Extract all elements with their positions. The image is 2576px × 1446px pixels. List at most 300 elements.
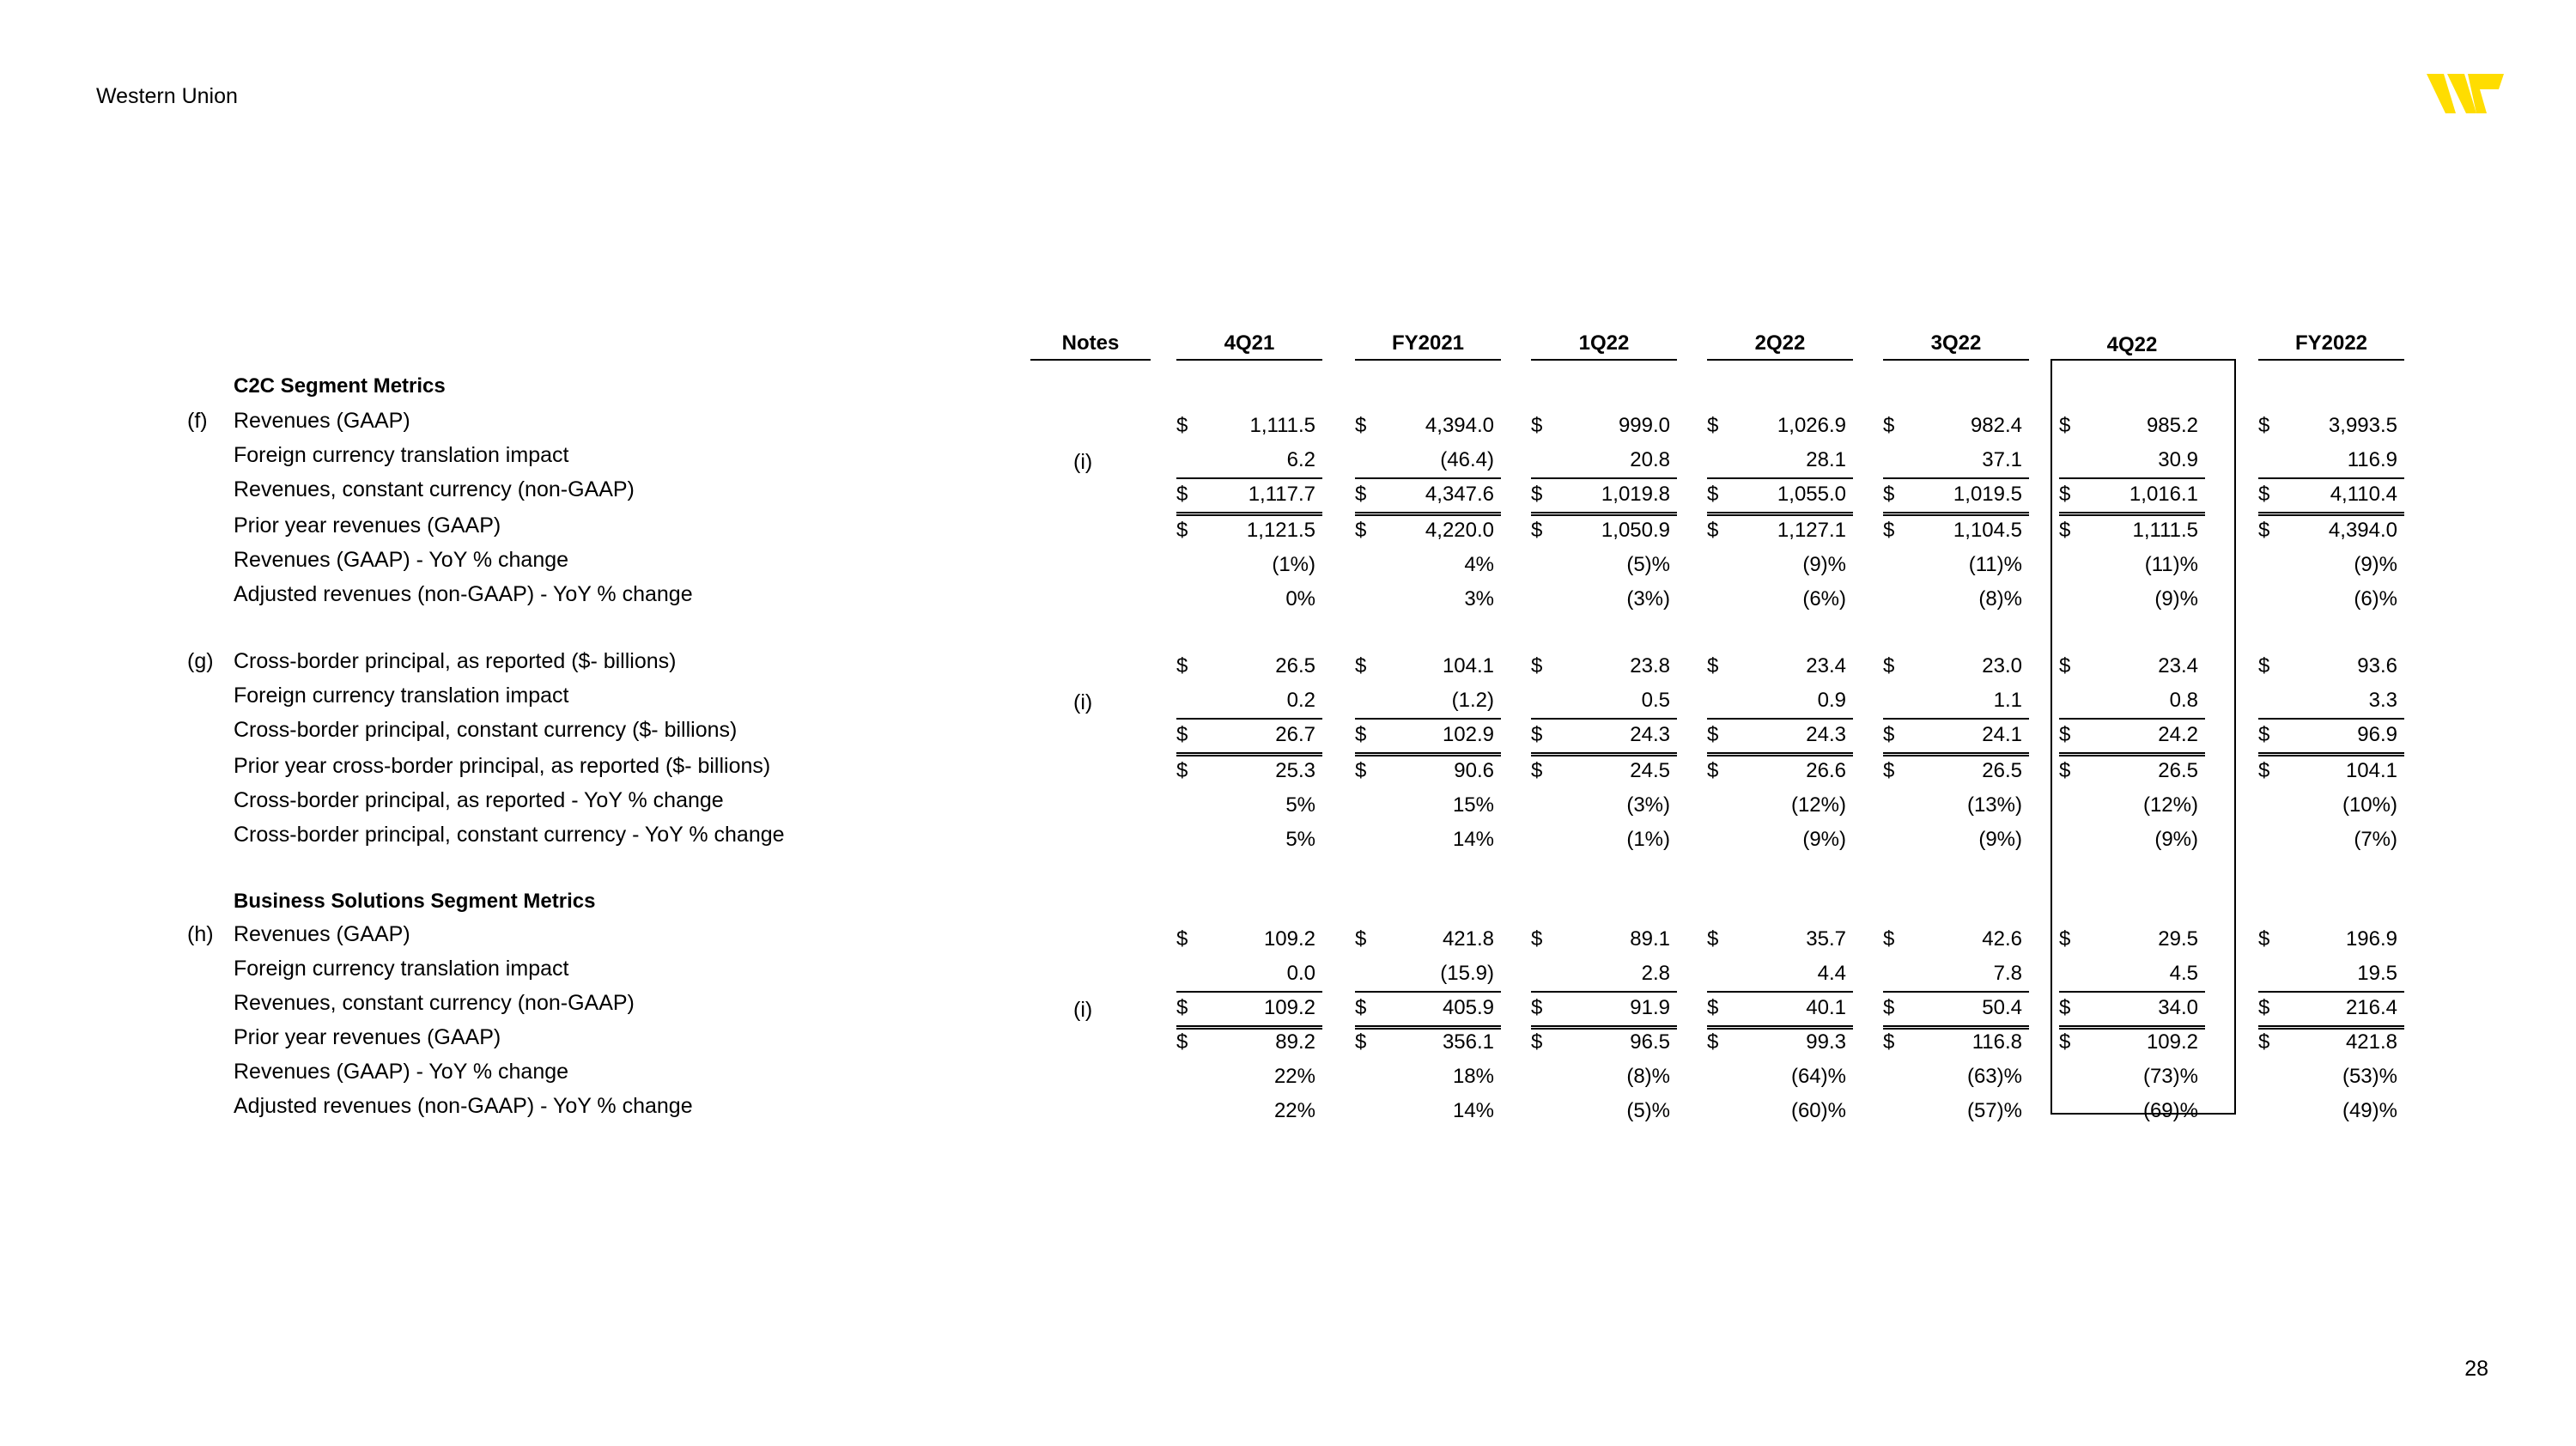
column-header-underline: [1883, 359, 2029, 361]
cell-value: 25.3: [1275, 759, 1315, 782]
value-cell-4q21: [1176, 684, 1322, 720]
row-label: Foreign currency translation impact: [234, 957, 569, 981]
column-header-underline: [1355, 359, 1501, 361]
value-cell-2q22: [1707, 922, 1853, 957]
column-header-fy2021: [1355, 331, 1501, 355]
value-cell-fy2021: [1355, 443, 1501, 479]
value-cell-fy2022: [2258, 684, 2404, 720]
cell-value: (57)%: [1966, 1099, 2022, 1122]
cell-value: 91.9: [1630, 996, 1670, 1019]
cell-value: 1,111.5: [2132, 519, 2198, 542]
value-cell-2q22: [1707, 409, 1853, 443]
value-cell-1q22: [1531, 991, 1677, 1030]
row-label: Adjusted revenues (non-GAAP) - YoY % change: [234, 1094, 693, 1118]
cell-value: (5)%: [1626, 1099, 1670, 1122]
currency-symbol: $: [2258, 414, 2270, 437]
cell-value: (64)%: [1790, 1065, 1846, 1088]
cell-value: (3%): [1626, 793, 1670, 817]
value-cell-4q21: [1176, 409, 1322, 443]
cell-value: (9)%: [2354, 553, 2397, 576]
value-cell-fy2021: [1355, 788, 1501, 823]
currency-symbol: $: [1176, 483, 1188, 506]
value-cell-1q22: [1531, 1060, 1677, 1094]
cell-value: (6%): [1802, 587, 1846, 611]
currency-symbol: $: [2059, 996, 2071, 1019]
row-label: Revenues (GAAP) - YoY % change: [234, 548, 569, 572]
cell-value: 89.2: [1275, 1030, 1315, 1054]
row-footnote-ref: (i): [1073, 998, 1093, 1022]
value-cell-fy2021: [1355, 922, 1501, 957]
currency-symbol: $: [1883, 654, 1895, 677]
cell-value: 93.6: [2357, 654, 2397, 677]
cell-value: 104.1: [1442, 654, 1494, 677]
value-cell-fy2022: [2258, 991, 2404, 1030]
currency-symbol: $: [1707, 654, 1719, 677]
row-label: Cross-border principal, constant currency ($- billions): [234, 718, 738, 742]
cell-value: (69)%: [2142, 1099, 2198, 1122]
value-cell-4q21: [1176, 548, 1322, 582]
currency-symbol: $: [2059, 519, 2071, 542]
cell-value: (11)%: [2144, 553, 2198, 576]
currency-symbol: $: [2258, 723, 2270, 746]
cell-value: 0%: [1285, 587, 1315, 611]
value-cell-fy2022: [2258, 409, 2404, 443]
cell-value: 34.0: [2158, 996, 2198, 1019]
currency-symbol: $: [1355, 519, 1367, 542]
cell-value: 356.1: [1442, 1030, 1494, 1054]
value-cell-2q22: [1707, 1094, 1853, 1128]
section-heading: C2C Segment Metrics: [234, 374, 446, 398]
currency-symbol: $: [1355, 414, 1367, 437]
currency-symbol: $: [1883, 996, 1895, 1019]
currency-symbol: $: [2059, 483, 2071, 506]
value-cell-1q22: [1531, 548, 1677, 582]
row-note-letter: (g): [187, 649, 214, 673]
column-header-label: 4Q22: [2106, 333, 2158, 356]
cell-value: 109.2: [1263, 927, 1315, 951]
value-cell-1q22: [1531, 649, 1677, 684]
value-cell-4q21: [1176, 1025, 1322, 1060]
value-cell-2q22: [1707, 788, 1853, 823]
cell-value: (13%): [1966, 793, 2022, 817]
value-cell-fy2022: [2258, 1060, 2404, 1094]
row-label: Prior year revenues (GAAP): [234, 513, 501, 538]
row-label: Prior year cross-border principal, as reported ($- billions): [234, 754, 771, 778]
cell-value: 999.0: [1618, 414, 1670, 437]
cell-value: 4,394.0: [2328, 519, 2397, 542]
value-cell-fy2022: [2258, 443, 2404, 479]
value-cell-3q22: [1883, 823, 2029, 857]
cell-value: 26.6: [1806, 759, 1846, 782]
cell-value: (8)%: [1626, 1065, 1670, 1088]
currency-symbol: $: [2258, 927, 2270, 951]
currency-symbol: $: [1707, 759, 1719, 782]
cell-value: 109.2: [1263, 996, 1315, 1019]
value-cell-1q22: [1531, 1025, 1677, 1060]
cell-value: (15.9): [1440, 962, 1494, 985]
cell-value: 1.1: [1993, 689, 2022, 712]
cell-value: 26.5: [2158, 759, 2198, 782]
cell-value: 24.3: [1630, 723, 1670, 746]
currency-symbol: $: [2059, 723, 2071, 746]
currency-symbol: $: [2059, 927, 2071, 951]
column-header-underline: [1531, 359, 1677, 361]
cell-value: 40.1: [1806, 996, 1846, 1019]
section-heading: Business Solutions Segment Metrics: [234, 890, 596, 913]
currency-symbol: $: [1707, 927, 1719, 951]
cell-value: (46.4): [1440, 448, 1494, 471]
cell-value: 405.9: [1442, 996, 1494, 1019]
cell-value: 50.4: [1982, 996, 2022, 1019]
currency-symbol: $: [1531, 519, 1543, 542]
currency-symbol: $: [1176, 759, 1188, 782]
column-header-label: 2Q22: [1754, 331, 1806, 355]
row-label: Cross-border principal, as reported - YoY % change: [234, 788, 724, 812]
row-label: Cross-border principal, constant currency - YoY % change: [234, 823, 785, 847]
row-footnote-ref: (i): [1073, 690, 1093, 714]
currency-symbol: $: [2258, 483, 2270, 506]
currency-symbol: $: [1176, 1030, 1188, 1054]
value-cell-4q21: [1176, 922, 1322, 957]
cell-value: 0.5: [1641, 689, 1670, 712]
cell-value: 42.6: [1982, 927, 2022, 951]
currency-symbol: $: [1531, 759, 1543, 782]
cell-value: 4,220.0: [1425, 519, 1494, 542]
brand-name: Western Union: [96, 84, 238, 108]
row-label: Revenues, constant currency (non-GAAP): [234, 477, 635, 501]
value-cell-4q21: [1176, 1094, 1322, 1128]
currency-symbol: $: [1176, 654, 1188, 677]
currency-symbol: $: [1355, 483, 1367, 506]
value-cell-fy2022: [2258, 922, 2404, 957]
cell-value: 22%: [1273, 1099, 1315, 1122]
cell-value: 196.9: [2345, 927, 2397, 951]
currency-symbol: $: [1883, 927, 1895, 951]
highlight-4q22-box: [2050, 359, 2236, 1115]
value-cell-fy2021: [1355, 823, 1501, 857]
currency-symbol: $: [2059, 1030, 2071, 1054]
cell-value: (53)%: [2342, 1065, 2397, 1088]
row-label: Adjusted revenues (non-GAAP) - YoY % change: [234, 582, 693, 606]
currency-symbol: $: [1707, 519, 1719, 542]
value-cell-fy2021: [1355, 409, 1501, 443]
value-cell-3q22: [1883, 991, 2029, 1030]
cell-value: 1,050.9: [1601, 519, 1670, 542]
value-cell-4q21: [1176, 582, 1322, 617]
value-cell-1q22: [1531, 582, 1677, 617]
cell-value: 6.2: [1286, 448, 1315, 471]
currency-symbol: $: [1355, 654, 1367, 677]
cell-value: 1,104.5: [1953, 519, 2022, 542]
value-cell-2q22: [1707, 477, 1853, 516]
value-cell-fy2021: [1355, 513, 1501, 548]
cell-value: 116.9: [2347, 448, 2397, 471]
currency-symbol: $: [1707, 723, 1719, 746]
cell-value: 5%: [1285, 828, 1315, 851]
column-header-label: FY2021: [1391, 331, 1465, 355]
value-cell-1q22: [1531, 513, 1677, 548]
value-cell-fy2021: [1355, 957, 1501, 993]
cell-value: 26.5: [1982, 759, 2022, 782]
value-cell-1q22: [1531, 957, 1677, 993]
cell-value: 22%: [1273, 1065, 1315, 1088]
value-cell-fy2022: [2258, 1025, 2404, 1060]
value-cell-2q22: [1707, 823, 1853, 857]
cell-value: 1,026.9: [1777, 414, 1846, 437]
value-cell-1q22: [1531, 443, 1677, 479]
currency-symbol: $: [2258, 1030, 2270, 1054]
value-cell-1q22: [1531, 477, 1677, 516]
value-cell-2q22: [1707, 1060, 1853, 1094]
cell-value: 35.7: [1806, 927, 1846, 951]
column-header-3q22: [1883, 331, 2029, 355]
value-cell-1q22: [1531, 922, 1677, 957]
column-header-underline: [1176, 359, 1322, 361]
cell-value: 4,347.6: [1425, 483, 1494, 506]
currency-symbol: $: [1355, 996, 1367, 1019]
value-cell-1q22: [1531, 409, 1677, 443]
currency-symbol: $: [2059, 759, 2071, 782]
cell-value: 1,055.0: [1777, 483, 1846, 506]
cell-value: 4%: [1464, 553, 1494, 576]
value-cell-fy2022: [2258, 1094, 2404, 1128]
value-cell-fy2021: [1355, 991, 1501, 1030]
value-cell-3q22: [1883, 513, 2029, 548]
value-cell-4q21: [1176, 788, 1322, 823]
value-cell-2q22: [1707, 684, 1853, 720]
row-label: Cross-border principal, as reported ($- billions): [234, 649, 677, 673]
cell-value: (3%): [1626, 587, 1670, 611]
cell-value: 90.6: [1454, 759, 1494, 782]
currency-symbol: $: [1883, 414, 1895, 437]
currency-symbol: $: [2258, 996, 2270, 1019]
currency-symbol: $: [1883, 483, 1895, 506]
row-label: Revenues (GAAP): [234, 922, 410, 946]
currency-symbol: $: [1176, 519, 1188, 542]
currency-symbol: $: [1531, 723, 1543, 746]
value-cell-fy2022: [2258, 548, 2404, 582]
cell-value: (49)%: [2342, 1099, 2397, 1122]
cell-value: 1,121.5: [1246, 519, 1315, 542]
cell-value: 116.8: [1971, 1030, 2022, 1054]
cell-value: 5%: [1285, 793, 1315, 817]
value-cell-2q22: [1707, 1025, 1853, 1060]
value-cell-fy2021: [1355, 582, 1501, 617]
cell-value: 0.8: [2169, 689, 2198, 712]
cell-value: 0.0: [1286, 962, 1315, 985]
row-label: Prior year revenues (GAAP): [234, 1025, 501, 1049]
value-cell-1q22: [1531, 788, 1677, 823]
cell-value: (9%): [2154, 828, 2198, 851]
column-header-label: 3Q22: [1930, 331, 1982, 355]
value-cell-4q21: [1176, 957, 1322, 993]
column-header-notes: [1030, 331, 1151, 355]
cell-value: 23.0: [1982, 654, 2022, 677]
currency-symbol: $: [1883, 759, 1895, 782]
cell-value: 96.9: [2357, 723, 2397, 746]
value-cell-4q21: [1176, 443, 1322, 479]
value-cell-fy2021: [1355, 1060, 1501, 1094]
value-cell-fy2022: [2258, 582, 2404, 617]
value-cell-fy2022: [2258, 477, 2404, 516]
value-cell-2q22: [1707, 548, 1853, 582]
currency-symbol: $: [1355, 927, 1367, 951]
cell-value: 216.4: [2345, 996, 2397, 1019]
value-cell-fy2022: [2258, 754, 2404, 788]
cell-value: 24.3: [1806, 723, 1846, 746]
column-header-label: Notes: [1061, 331, 1120, 355]
cell-value: (8)%: [1978, 587, 2022, 611]
cell-value: (9)%: [2154, 587, 2198, 611]
value-cell-2q22: [1707, 443, 1853, 479]
column-header-underline: [2258, 359, 2404, 361]
cell-value: 26.5: [1275, 654, 1315, 677]
cell-value: (9)%: [1802, 553, 1846, 576]
cell-value: (12%): [1790, 793, 1846, 817]
cell-value: 19.5: [2357, 962, 2397, 985]
row-label: Revenues, constant currency (non-GAAP): [234, 991, 635, 1015]
cell-value: 24.2: [2158, 723, 2198, 746]
cell-value: 0.9: [1817, 689, 1846, 712]
cell-value: 1,019.8: [1601, 483, 1670, 506]
currency-symbol: $: [1176, 996, 1188, 1019]
cell-value: 23.8: [1630, 654, 1670, 677]
currency-symbol: $: [2258, 519, 2270, 542]
value-cell-2q22: [1707, 754, 1853, 788]
value-cell-3q22: [1883, 649, 2029, 684]
row-label: Foreign currency translation impact: [234, 684, 569, 708]
value-cell-fy2022: [2258, 718, 2404, 756]
value-cell-fy2021: [1355, 649, 1501, 684]
currency-symbol: $: [1531, 654, 1543, 677]
cell-value: 1,019.5: [1953, 483, 2022, 506]
value-cell-fy2021: [1355, 548, 1501, 582]
cell-value: 23.4: [2158, 654, 2198, 677]
value-cell-fy2021: [1355, 1025, 1501, 1060]
currency-symbol: $: [1176, 414, 1188, 437]
value-cell-fy2022: [2258, 649, 2404, 684]
currency-symbol: $: [1531, 483, 1543, 506]
value-cell-2q22: [1707, 582, 1853, 617]
value-cell-3q22: [1883, 957, 2029, 993]
row-label: Revenues (GAAP) - YoY % change: [234, 1060, 569, 1084]
cell-value: 4.4: [1817, 962, 1846, 985]
value-cell-4q21: [1176, 1060, 1322, 1094]
value-cell-4q21: [1176, 477, 1322, 516]
cell-value: 102.9: [1442, 723, 1494, 746]
cell-value: (60)%: [1790, 1099, 1846, 1122]
currency-symbol: $: [1531, 927, 1543, 951]
currency-symbol: $: [1531, 414, 1543, 437]
cell-value: 985.2: [2146, 414, 2198, 437]
cell-value: 14%: [1452, 828, 1494, 851]
cell-value: 109.2: [2146, 1030, 2198, 1054]
value-cell-fy2021: [1355, 1094, 1501, 1128]
value-cell-fy2021: [1355, 477, 1501, 516]
column-header-label: FY2022: [2294, 331, 2368, 355]
value-cell-4q21: [1176, 649, 1322, 684]
cell-value: 1,127.1: [1777, 519, 1846, 542]
cell-value: (6)%: [2354, 587, 2397, 611]
currency-symbol: $: [1355, 1030, 1367, 1054]
value-cell-3q22: [1883, 443, 2029, 479]
row-label: Foreign currency translation impact: [234, 443, 569, 467]
currency-symbol: $: [2059, 414, 2071, 437]
cell-value: 20.8: [1630, 448, 1670, 471]
value-cell-fy2022: [2258, 957, 2404, 993]
cell-value: 3.3: [2368, 689, 2397, 712]
cell-value: 421.8: [2345, 1030, 2397, 1054]
currency-symbol: $: [2258, 759, 2270, 782]
row-note-letter: (f): [187, 409, 208, 433]
cell-value: 29.5: [2158, 927, 2198, 951]
cell-value: 96.5: [1630, 1030, 1670, 1054]
value-cell-fy2021: [1355, 754, 1501, 788]
currency-symbol: $: [1355, 759, 1367, 782]
currency-symbol: $: [1883, 723, 1895, 746]
western-union-logo-icon: [2427, 74, 2504, 118]
value-cell-3q22: [1883, 409, 2029, 443]
cell-value: (1%): [1626, 828, 1670, 851]
value-cell-3q22: [1883, 477, 2029, 516]
value-cell-3q22: [1883, 684, 2029, 720]
value-cell-1q22: [1531, 754, 1677, 788]
cell-value: (5)%: [1626, 553, 1670, 576]
currency-symbol: $: [1176, 723, 1188, 746]
value-cell-3q22: [1883, 718, 2029, 756]
page-number: 28: [2464, 1357, 2488, 1381]
cell-value: (1.2): [1451, 689, 1494, 712]
column-header-underline: [1030, 359, 1151, 361]
column-header-underline: [1707, 359, 1853, 361]
cell-value: 37.1: [1982, 448, 2022, 471]
cell-value: (10%): [2342, 793, 2397, 817]
value-cell-1q22: [1531, 823, 1677, 857]
cell-value: 99.3: [1806, 1030, 1846, 1054]
currency-symbol: $: [1531, 1030, 1543, 1054]
cell-value: 15%: [1452, 793, 1494, 817]
value-cell-fy2022: [2258, 513, 2404, 548]
cell-value: 3,993.5: [2328, 414, 2397, 437]
row-label: Revenues (GAAP): [234, 409, 410, 433]
column-header-fy2022: [2258, 331, 2404, 355]
cell-value: 26.7: [1275, 723, 1315, 746]
currency-symbol: $: [1707, 414, 1719, 437]
cell-value: 24.1: [1982, 723, 2022, 746]
currency-symbol: $: [1707, 996, 1719, 1019]
cell-value: 3%: [1464, 587, 1494, 611]
cell-value: (9%): [1978, 828, 2022, 851]
value-cell-4q21: [1176, 754, 1322, 788]
cell-value: 421.8: [1442, 927, 1494, 951]
column-header-4q21: [1176, 331, 1322, 355]
cell-value: 24.5: [1630, 759, 1670, 782]
cell-value: 2.8: [1641, 962, 1670, 985]
value-cell-4q21: [1176, 513, 1322, 548]
cell-value: 18%: [1452, 1065, 1494, 1088]
cell-value: 14%: [1452, 1099, 1494, 1122]
value-cell-3q22: [1883, 788, 2029, 823]
cell-value: (73)%: [2142, 1065, 2198, 1088]
value-cell-3q22: [1883, 548, 2029, 582]
value-cell-fy2021: [1355, 684, 1501, 720]
cell-value: 23.4: [1806, 654, 1846, 677]
currency-symbol: $: [1707, 1030, 1719, 1054]
column-header-label: 1Q22: [1578, 331, 1630, 355]
currency-symbol: $: [1707, 483, 1719, 506]
cell-value: (11)%: [1968, 553, 2022, 576]
cell-value: 4.5: [2169, 962, 2198, 985]
